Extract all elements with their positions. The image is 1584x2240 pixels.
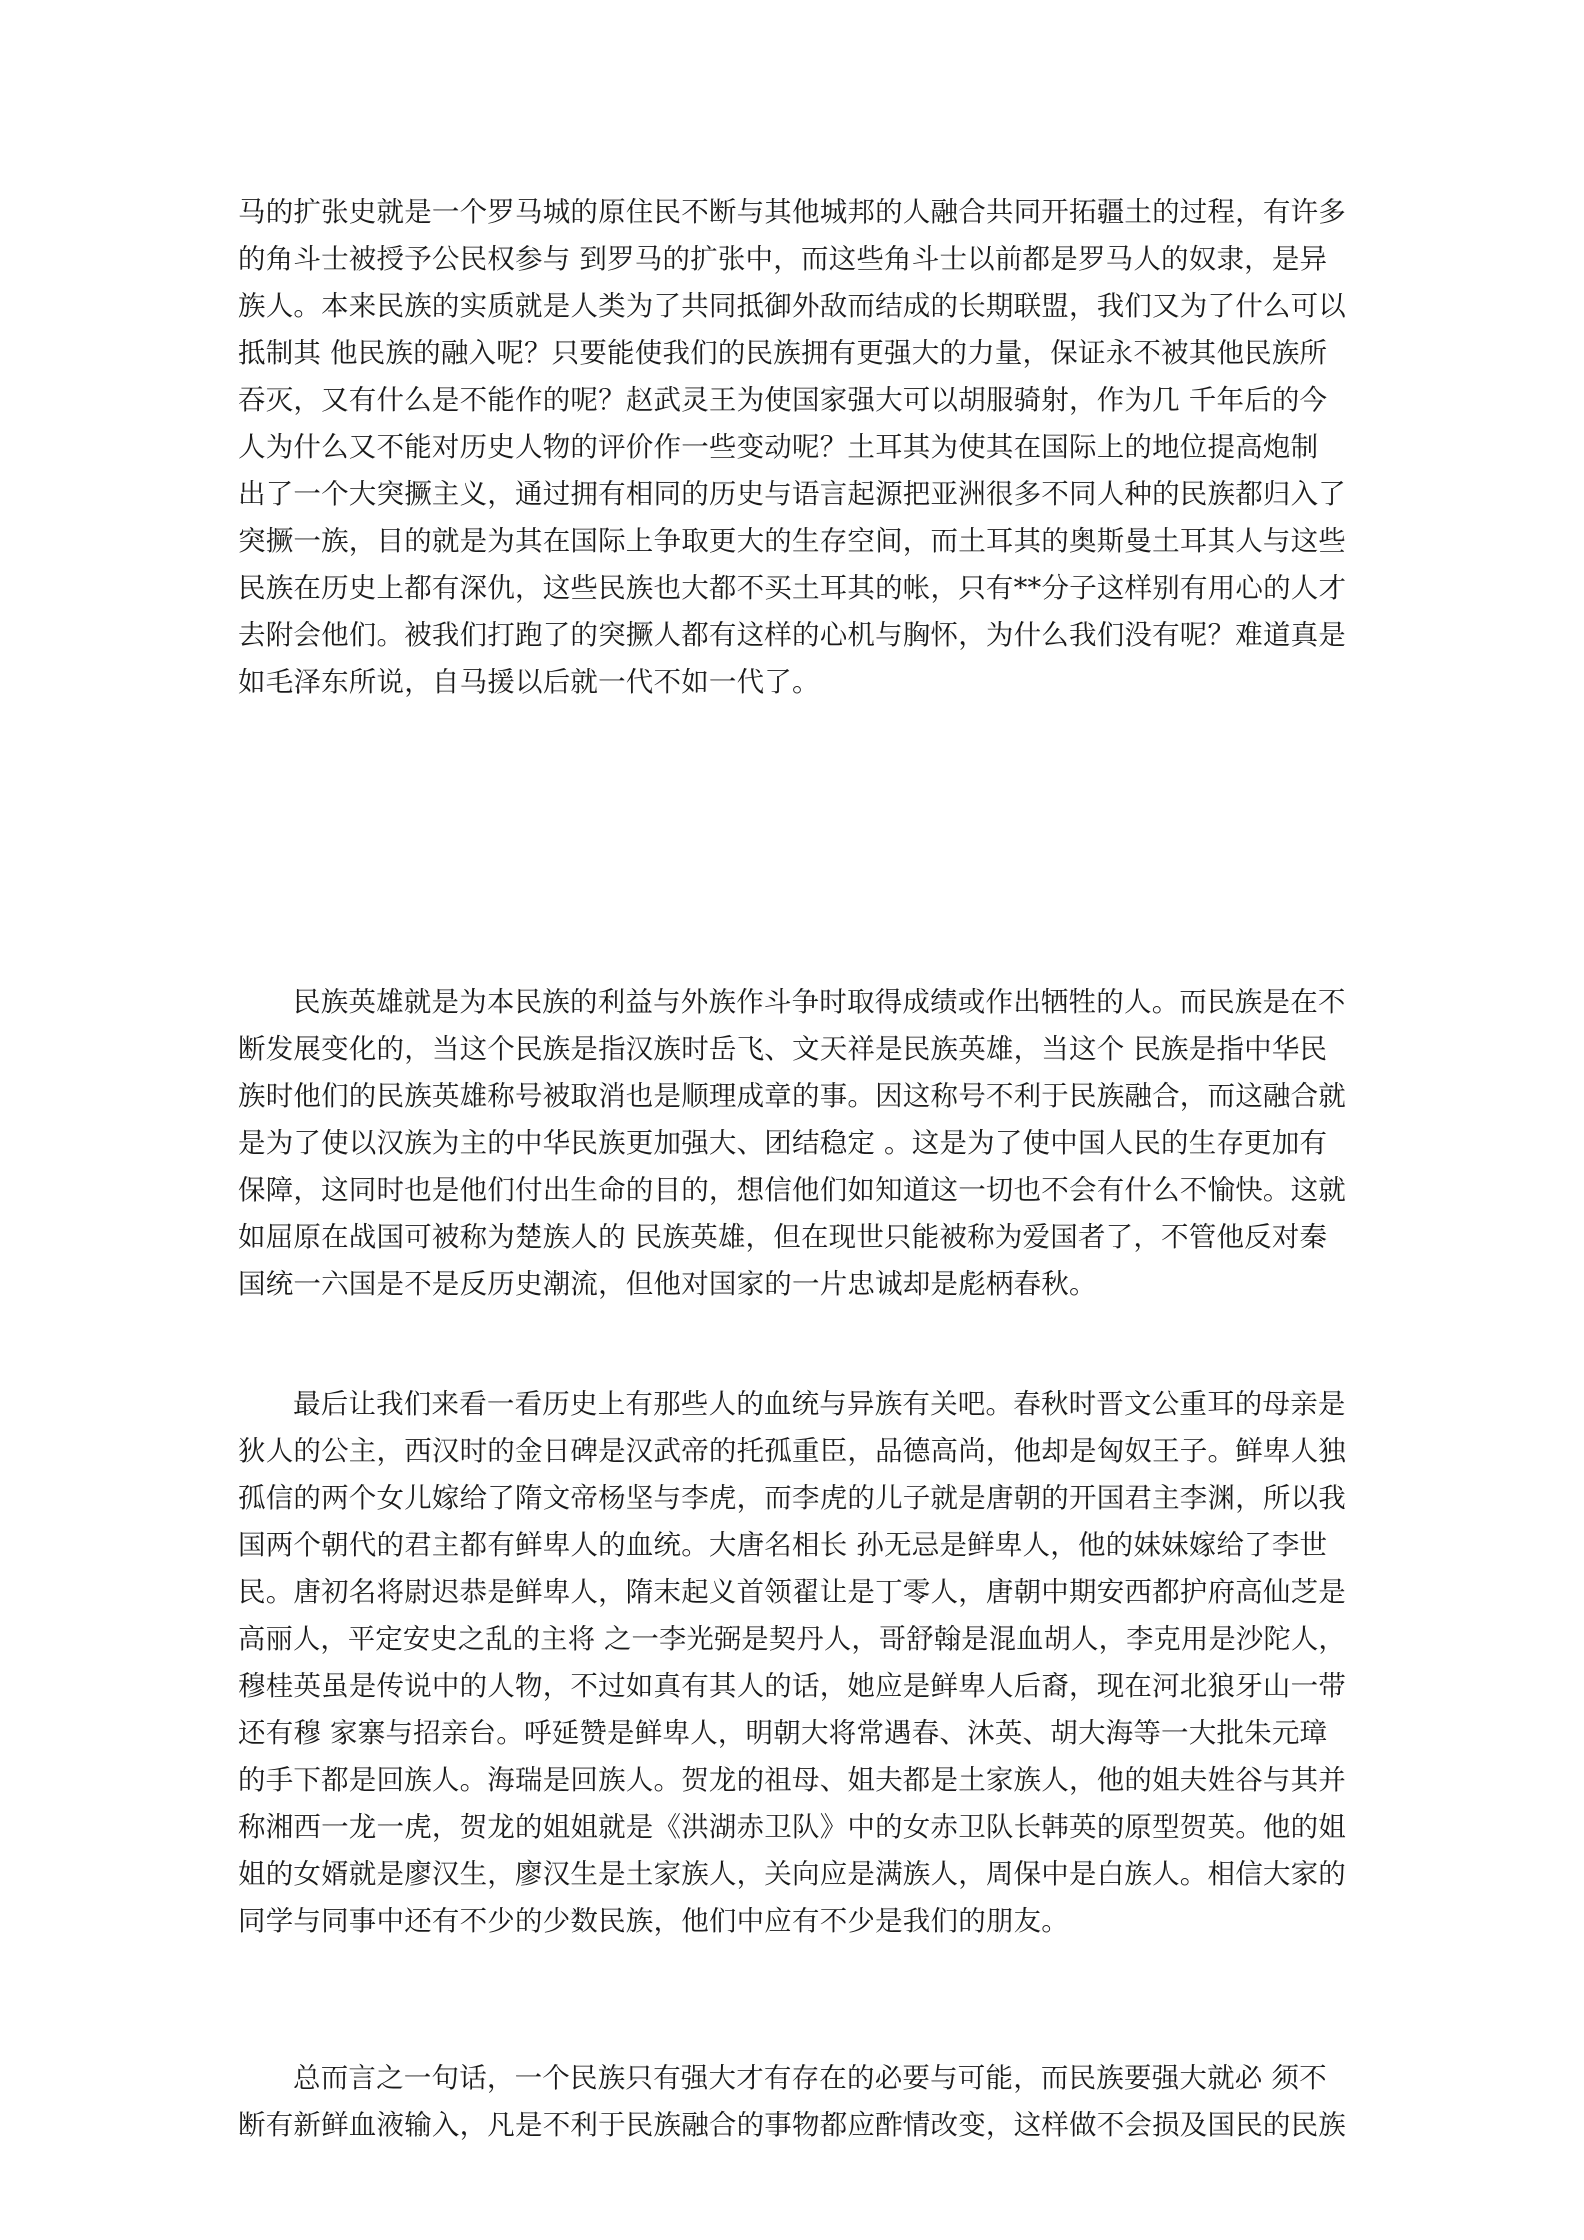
text-line: 族时他们的民族英雄称号被取消也是顺理成章的事。因这称号不利于民族融合，而这融合就 [238,1080,1346,1112]
text-line: 去附会他们。被我们打跑了的突撅人都有这样的心机与胸怀，为什么我们没有呢？难道真是 [238,619,1346,651]
text-line: 的角斗士被授予公民权参与 到罗马的扩张中，而这些角斗士以前都是罗马人的奴隶，是异 [238,243,1328,275]
text-line: 民族在历史上都有深仇，这些民族也大都不买土耳其的帐，只有**分子这样别有用心的人才 [238,572,1347,604]
text-line: 民族英雄就是为本民族的利益与外族作斗争时取得成绩或作出牺牲的人。而民族是在不 [293,986,1346,1018]
text-line: 出了一个大突撅主义，通过拥有相同的历史与语言起源把亚洲很多不同人种的民族都归入了 [238,478,1346,510]
text-line: 狄人的公主，西汉时的金日碑是汉武帝的托孤重臣，品德高尚，他却是匈奴王子。鲜卑人独 [238,1435,1346,1467]
text-line: 国统一六国是不是反历史潮流，但他对国家的一片忠诚却是彪柄春秋。 [238,1268,1097,1300]
text-line: 的手下都是回族人。海瑞是回族人。贺龙的祖母、姐夫都是土家族人，他的姐夫姓谷与其并 [238,1764,1346,1796]
text-line: 姐的女婿就是廖汉生，廖汉生是土家族人，关向应是满族人，周保中是白族人。相信大家的 [238,1858,1346,1890]
text-line: 断有新鲜血液输入，凡是不利于民族融合的事物都应酢情改变，这样做不会损及国民的民族 [238,2109,1346,2141]
text-line: 同学与同事中还有不少的少数民族，他们中应有不少是我们的朋友。 [238,1905,1069,1937]
text-line: 断发展变化的，当这个民族是指汉族时岳飞、文天祥是民族英雄，当这个 民族是指中华民 [238,1033,1328,1065]
text-line: 穆桂英虽是传说中的人物，不过如真有其人的话，她应是鲜卑人后裔，现在河北狼牙山一带 [238,1670,1346,1702]
text-line: 吞灭，又有什么是不能作的呢？赵武灵王为使国家强大可以胡服骑射，作为几 千年后的今 [238,384,1328,416]
text-line: 抵制其 他民族的融入呢？只要能使我们的民族拥有更强大的力量，保证永不被其他民族所 [238,337,1328,369]
text-line: 民。唐初名将尉迟恭是鲜卑人，隋末起义首领翟让是丁零人，唐朝中期安西都护府高仙芝是 [238,1576,1346,1608]
text-line: 马的扩张史就是一个罗马城的原住民不断与其他城邦的人融合共同开拓疆土的过程，有许多 [238,196,1346,228]
text-line: 是为了使以汉族为主的中华民族更加强大、团结稳定 。这是为了使中国人民的生存更加有 [238,1127,1328,1159]
text-line: 保障，这同时也是他们付出生命的目的，想信他们如知道这一切也不会有什么不愉快。这就 [238,1174,1346,1206]
text-line: 突撅一族，目的就是为其在国际上争取更大的生存空间，而土耳其的奥斯曼土耳其人与这些 [238,525,1346,557]
text-line: 高丽人，平定安史之乱的主将 之一李光弼是契丹人，哥舒翰是混血胡人，李克用是沙陀人， [238,1623,1346,1655]
text-line: 孤信的两个女儿嫁给了隋文帝杨坚与李虎，而李虎的儿子就是唐朝的开国君主李渊，所以我 [238,1482,1346,1514]
text-line: 族人。本来民族的实质就是人类为了共同抵御外敌而结成的长期联盟，我们又为了什么可以 [238,290,1346,322]
text-line: 人为什么又不能对历史人物的评价作一些变动呢？土耳其为使其在国际上的地位提高炮制 [238,431,1319,463]
text-line: 称湘西一龙一虎，贺龙的姐姐就是《洪湖赤卫队》中的女赤卫队长韩英的原型贺英。他的姐 [238,1811,1346,1843]
text-line: 总而言之一句话，一个民族只有强大才有存在的必要与可能，而民族要强大就必 须不 [293,2062,1327,2094]
text-line: 如毛泽东所说，自马援以后就一代不如一代了。 [238,666,820,698]
text-line: 还有穆 家寨与招亲台。呼延赞是鲜卑人，明朝大将常遇春、沐英、胡大海等一大批朱元璋 [238,1717,1328,1749]
text-line: 最后让我们来看一看历史上有那些人的血统与异族有关吧。春秋时晋文公重耳的母亲是 [293,1388,1346,1420]
text-line: 国两个朝代的君主都有鲜卑人的血统。大唐名相长 孙无忌是鲜卑人，他的妹妹嫁给了李世 [238,1529,1328,1561]
text-line: 如屈原在战国可被称为楚族人的 民族英雄，但在现世只能被称为爱国者了，不管他反对秦 [238,1221,1328,1253]
